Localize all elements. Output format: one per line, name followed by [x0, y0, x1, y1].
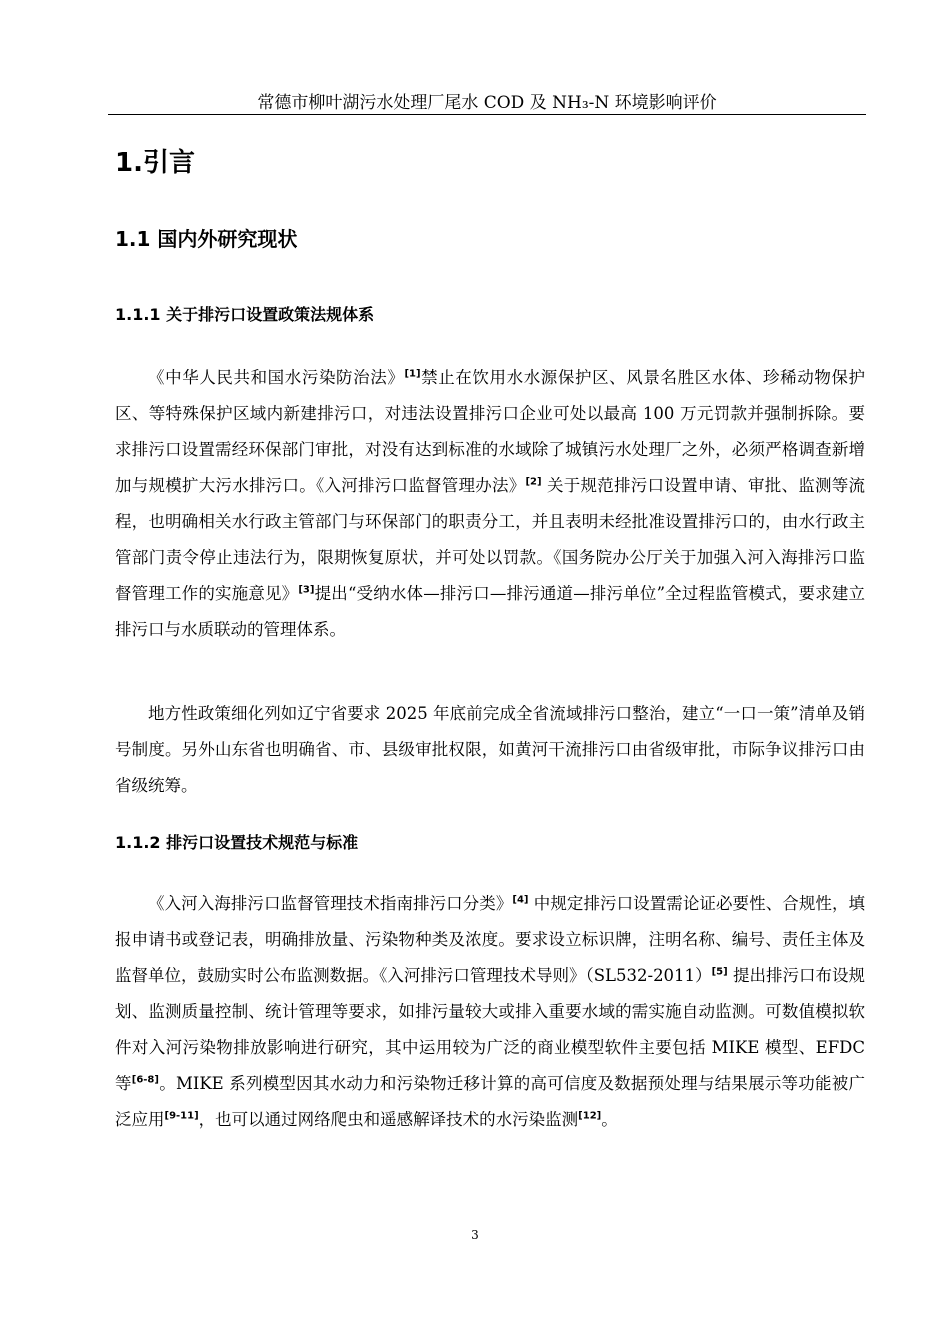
page-number: 3	[471, 1228, 479, 1242]
text: 提出排污口布设规划、监测质量控制、统计管理等要求，如排污量较大或排入重要水域的需实施自动监测。可数值模拟软件对入河污染物排放影响进行研究，其中运用较为广泛的商业模型软件主要包括 MIKE 模型、EFDC 等	[115, 966, 865, 1093]
citation: [4]	[512, 894, 529, 906]
text: 。MIKE 系列模型因其水动力和污染物迁移计算的高可信度及数据预处理与结果展示等功能被广泛应用	[115, 1074, 866, 1129]
citation: [6-8]	[131, 1074, 159, 1086]
text: 。	[601, 1110, 618, 1129]
section-heading: 1.1 国内外研究现状	[115, 227, 298, 251]
citation: [9-11]	[164, 1110, 199, 1122]
citation: [3]	[298, 584, 315, 596]
text: 《入河入海排污口监督管理技术指南排污口分类》	[148, 894, 513, 913]
paragraph-technical-standards	[115, 886, 865, 1138]
text: 禁止在饮用水水源保护区、风景名胜区水体、珍稀动物保护区、等特殊保护区域内新建排污口，对违法设置排污口企业可处以最高 100 万元罚款并强制拆除。要求排污口设置需经环保部门审批，对没有达到标准的水域除了城镇污水处理厂之外，必须严格调查新增加与规模扩大污水排污口。《入河排污口监督管理办法》	[115, 368, 866, 495]
citation: [1]	[404, 368, 421, 380]
citation: [5]	[711, 966, 728, 978]
text: 《中华人民共和国水污染防治法》	[148, 368, 405, 387]
subsection-heading-standards: 1.1.2 排污口设置技术规范与标准	[115, 833, 359, 852]
paragraph-policy-laws	[115, 360, 865, 648]
page-header-title: 常德市柳叶湖污水处理厂尾水 COD 及 NH₃-N 环境影响评价	[257, 93, 717, 113]
subsection-heading-policy: 1.1.1 关于排污口设置政策法规体系	[115, 305, 375, 324]
citation: [2]	[525, 476, 542, 488]
header-rule	[108, 114, 866, 115]
text: 关于规范排污口设置申请、审批、监测等流程，也明确相关水行政主管部门与环保部门的职责分工，并且表明未经批准设置排污口的，由水行政主管部门责令停止违法行为，限期恢复原状，并可处以罚款。《国务院办公厅关于加强入河入海排污口监督管理工作的实施意见》	[115, 476, 866, 603]
text: 中规定排污口设置需论证必要性、合规性，填报申请书或登记表，明确排放量、污染物种类及浓度。要求设立标识牌，注明名称、编号、责任主体及监督单位，鼓励实时公布监测数据。《入河排污口管理技术导则》（SL532-2011）	[115, 894, 866, 985]
citation: [12]	[578, 1110, 602, 1122]
paragraph-local-policy: 地方性政策细化列如辽宁省要求 2025 年底前完成全省流域排污口整治，建立“一口一策”清单及销号制度。另外山东省也明确省、市、县级审批权限，如黄河干流排污口由省级审批，市际争议排污口由省级统筹。	[115, 704, 865, 795]
text: 提出“受纳水体—排污口—排污通道—排污单位”全过程监管模式，要求建立排污口与水质联动的管理体系。	[115, 584, 866, 639]
text: ，也可以通过网络爬虫和遥感解译技术的水污染监测	[198, 1110, 579, 1129]
chapter-heading: 1.引言	[115, 148, 195, 178]
